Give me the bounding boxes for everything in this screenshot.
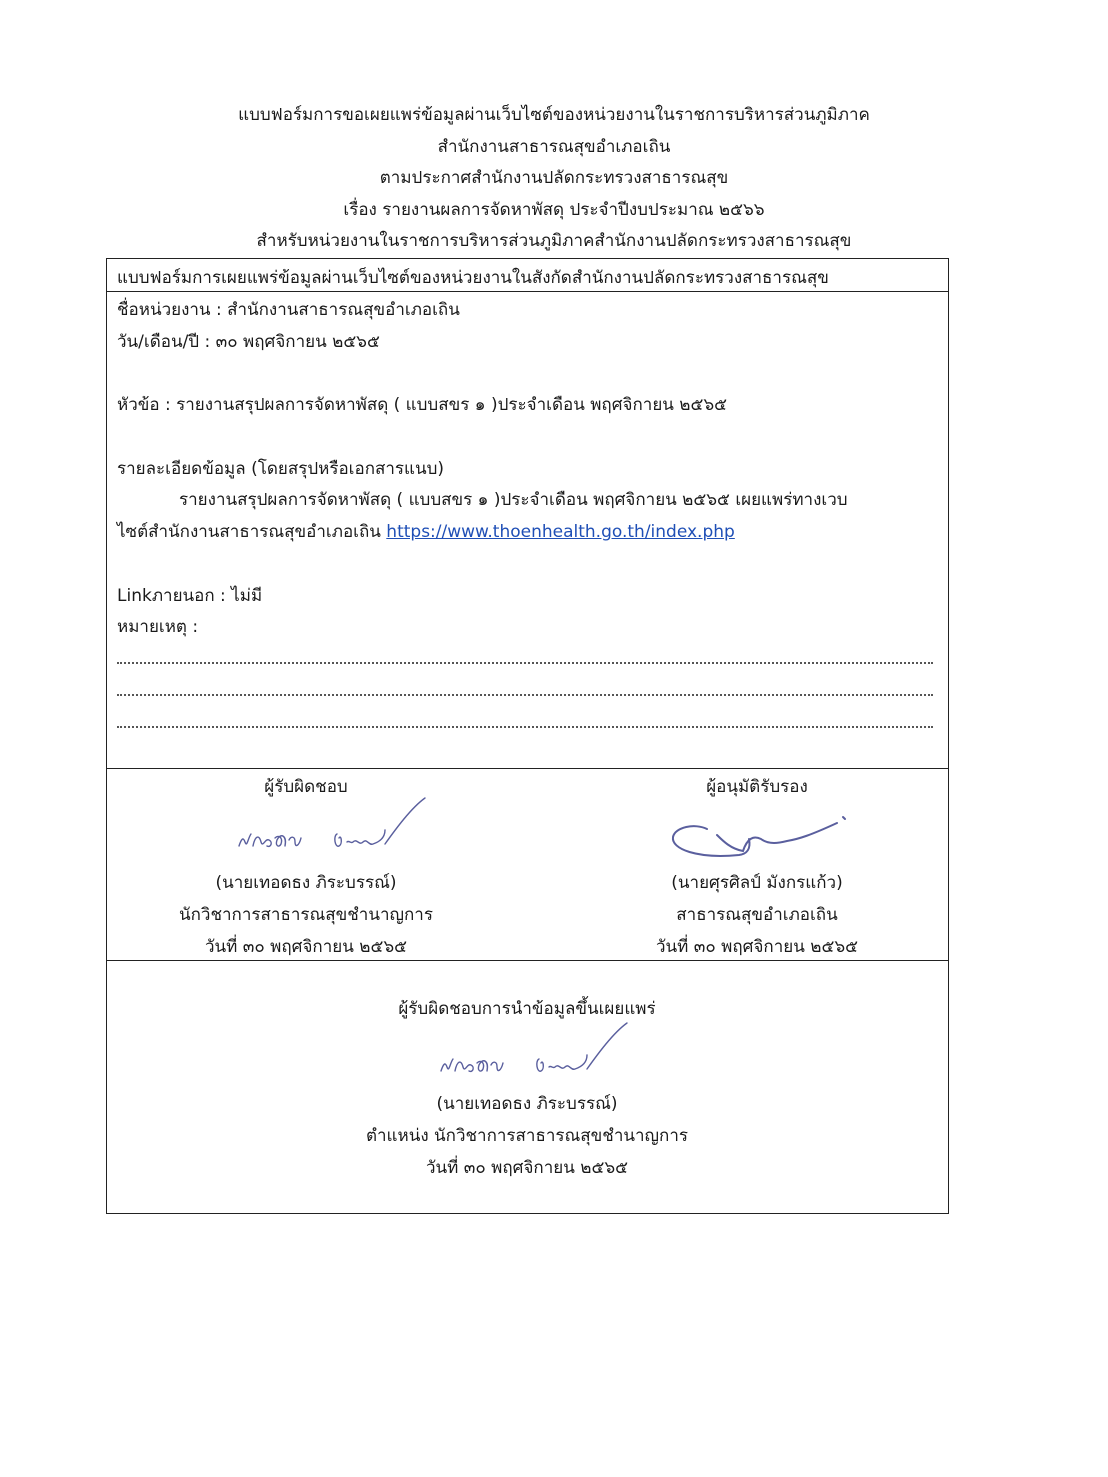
- divider: [107, 960, 948, 961]
- right-name: (นายศุรศิลป์ มังกรแก้ว): [671, 873, 843, 893]
- bottom-name: (นายเทอดธง ภิระบรรณ์): [436, 1094, 618, 1114]
- signature-left: [235, 794, 435, 864]
- divider: [107, 768, 948, 769]
- detail-line-1: รายงานสรุปผลการจัดหาพัสดุ ( แบบสขร ๑ )ประจำเดือน พฤศจิกายน ๒๕๖๕ เผยแพร่ทางเวบ: [179, 490, 848, 510]
- header-line-3: ตามประกาศสำนักงานปลัดกระทรวงสาธารณสุข: [379, 168, 729, 188]
- agency-name: ชื่อหน่วยงาน : สำนักงานสาธารณสุขอำเภอเถิน: [117, 300, 460, 320]
- remark-dotted-line: [117, 726, 933, 728]
- left-role: ผู้รับผิดชอบ: [264, 777, 348, 797]
- detail-line-2-prefix: ไซต์สำนักงานสาธารณสุขอำเภอเถิน: [117, 522, 381, 542]
- left-date: วันที่ ๓๐ พฤศจิกายน ๒๕๖๕: [205, 937, 407, 957]
- signature-bottom: [437, 1019, 637, 1089]
- signature-right: [667, 799, 867, 869]
- form-date: วัน/เดือน/ปี : ๓๐ พฤศจิกายน ๒๕๖๕: [117, 332, 380, 352]
- header-line-4: เรื่อง รายงานผลการจัดหาพัสดุ ประจำปีงบประมาณ ๒๕๖๖: [343, 199, 765, 220]
- external-link: Linkภายนอก : ไม่มี: [117, 586, 263, 606]
- form-title: แบบฟอร์มการเผยแพร่ข้อมูลผ่านเว็บไซต์ของหน่วยงานในสังกัดสำนักงานปลัดกระทรวงสาธารณสุข: [117, 268, 829, 288]
- form-frame: [106, 258, 949, 1214]
- document-header: [0, 100, 1108, 258]
- website-link[interactable]: https://www.thoenhealth.go.th/index.php: [386, 522, 735, 542]
- detail-label: รายละเอียดข้อมูล (โดยสรุปหรือเอกสารแนบ): [117, 459, 445, 479]
- right-role: ผู้อนุมัติรับรอง: [706, 777, 808, 797]
- remark-dotted-line: [117, 662, 933, 664]
- detail-line-2: [117, 520, 735, 544]
- right-position: สาธารณสุขอำเภอเถิน: [676, 905, 838, 925]
- bottom-date: วันที่ ๓๐ พฤศจิกายน ๒๕๖๕: [426, 1158, 628, 1178]
- bottom-position: ตำแหน่ง นักวิชาการสาธารณสุขชำนาญการ: [365, 1126, 689, 1146]
- left-position: นักวิชาการสาธารณสุขชำนาญการ: [179, 905, 433, 925]
- right-date: วันที่ ๓๐ พฤศจิกายน ๒๕๖๕: [656, 937, 858, 957]
- remark-label: หมายเหตุ :: [117, 617, 199, 637]
- bottom-role: ผู้รับผิดชอบการนำข้อมูลขึ้นเผยแพร่: [398, 999, 656, 1019]
- header-line-2: สำนักงานสาธารณสุขอำเภอเถิน: [437, 136, 671, 157]
- divider: [107, 291, 948, 292]
- header-line-1: แบบฟอร์มการขอเผยแพร่ข้อมูลผ่านเว็บไซต์ของหน่วยงานในราชการบริหารส่วนภูมิภาค: [238, 105, 870, 125]
- left-name: (นายเทอดธง ภิระบรรณ์): [215, 873, 397, 893]
- remark-dotted-line: [117, 694, 933, 696]
- topic: หัวข้อ : รายงานสรุปผลการจัดหาพัสดุ ( แบบสขร ๑ )ประจำเดือน พฤศจิกายน ๒๕๖๕: [117, 395, 728, 415]
- header-line-5: สำหรับหน่วยงานในราชการบริหารส่วนภูมิภาคสำนักงานปลัดกระทรวงสาธารณสุข: [256, 231, 852, 251]
